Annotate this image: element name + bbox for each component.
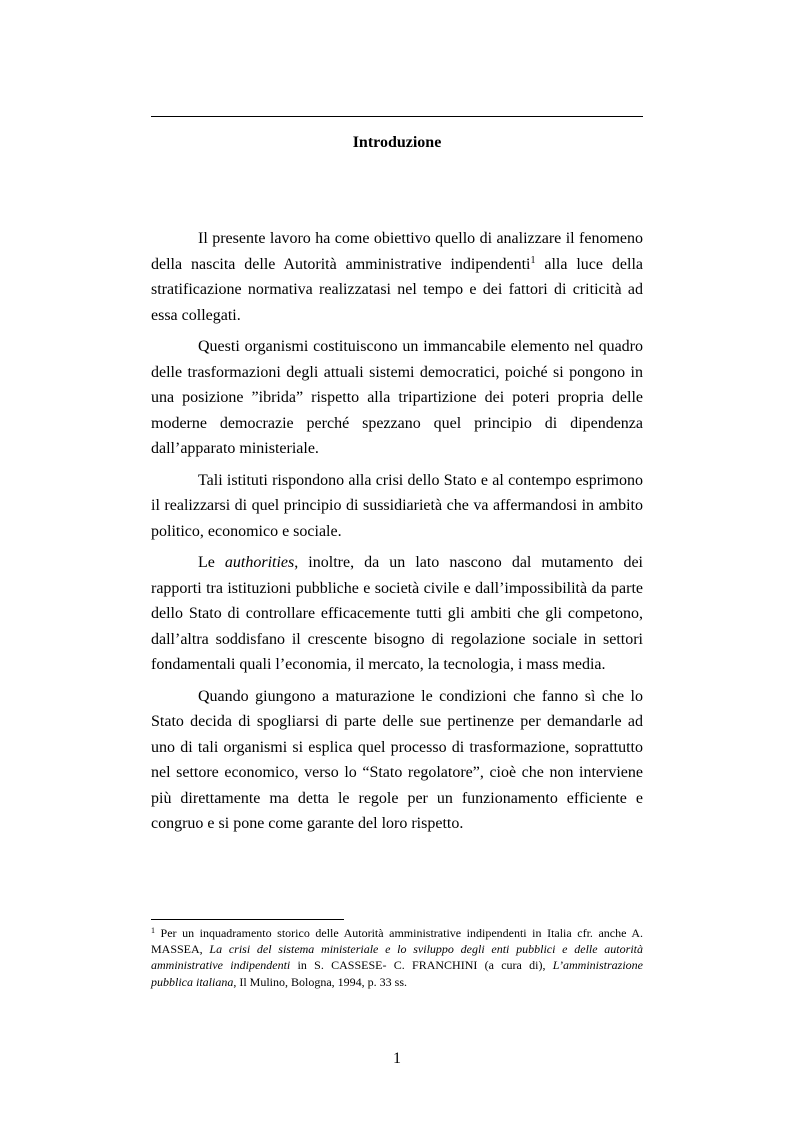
footnote-text-a: Per un inquadramento storico delle Autorità amministrative indipendenti in Italia cfr. anche A. MASSEA, [151,926,643,957]
footnote-book-italic: L’amministrazione pubblica italiana [151,958,644,989]
chapter-title: Introduzione [352,134,442,151]
paragraph-1 [151,226,643,328]
footnote-reference[interactable]: 1 [530,254,536,266]
footnote-number: 1 [151,926,155,935]
header-rule [151,116,643,117]
footnote-text-c: , Il Mulino, Bologna, 1994, p. 33 ss. [233,974,408,989]
page-number: 1 [393,1050,401,1067]
paragraph-4-lead: Le [198,554,225,571]
paragraph-2: Questi organismi costituiscono un immancabile elemento nel quadro delle trasformazioni degli attuali sistemi democratici, poiché si pongono in una posizione ”ibrida” rispetto alla tripartizione dei poteri propria delle moderne democrazie perché spezzano quel principio di dipendenza dall’apparato ministeriale. [151,338,643,457]
paragraph-1-text-a: Il presente lavoro ha come obiettivo quello di analizzare il fenomeno della nascita delle Autorità amministrative indipendenti [151,230,643,273]
footnote-rule [151,919,344,920]
footnote-title-italic: La crisi del sistema ministeriale e lo sviluppo degli enti pubblici e delle autorità amministrative indipendenti [151,942,643,973]
footnote-text-b: in S. CASSESE- C. FRANCHINI (a cura di), [290,958,553,973]
paragraph-4-emphasis: authorities [224,554,295,571]
paragraph-3: Tali istituti rispondono alla crisi dello Stato e al contempo esprimono il realizzarsi di quel principio di sussidiarietà che va affermandosi in ambito politico, economico e sociale. [151,471,643,540]
paragraph-4-rest: , inoltre, da un lato nascono dal mutamento dei rapporti tra istituzioni pubbliche e società civile e dall’impossibilità da parte dello Stato di controllare efficacemente tutti gli ambiti che gli competono, dall’altra soddisfano il crescente bisogno di regolazione sociale in settori fondamentali quali l’economia, il mercato, la tecnologia, i mass media. [151,554,643,673]
paragraph-4 [151,550,643,678]
body-text [151,226,643,843]
paragraph-1-text-b: alla luce della stratificazione normativa realizzatasi nel tempo e dei fattori di criticità ad essa collegati. [151,255,643,324]
footnote [151,925,643,990]
paragraph-5: Quando giungono a maturazione le condizioni che fanno sì che lo Stato decida di spogliarsi di parte delle sue pertinenze per demandarle ad uno di tali organismi si esplica quel processo di trasformazione, soprattutto nel settore economico, verso lo “Stato regolatore”, cioè che non interviene più direttamente ma detta le regole per un funzionamento efficiente e congruo e si pone come garante del loro rispetto. [151,687,643,832]
